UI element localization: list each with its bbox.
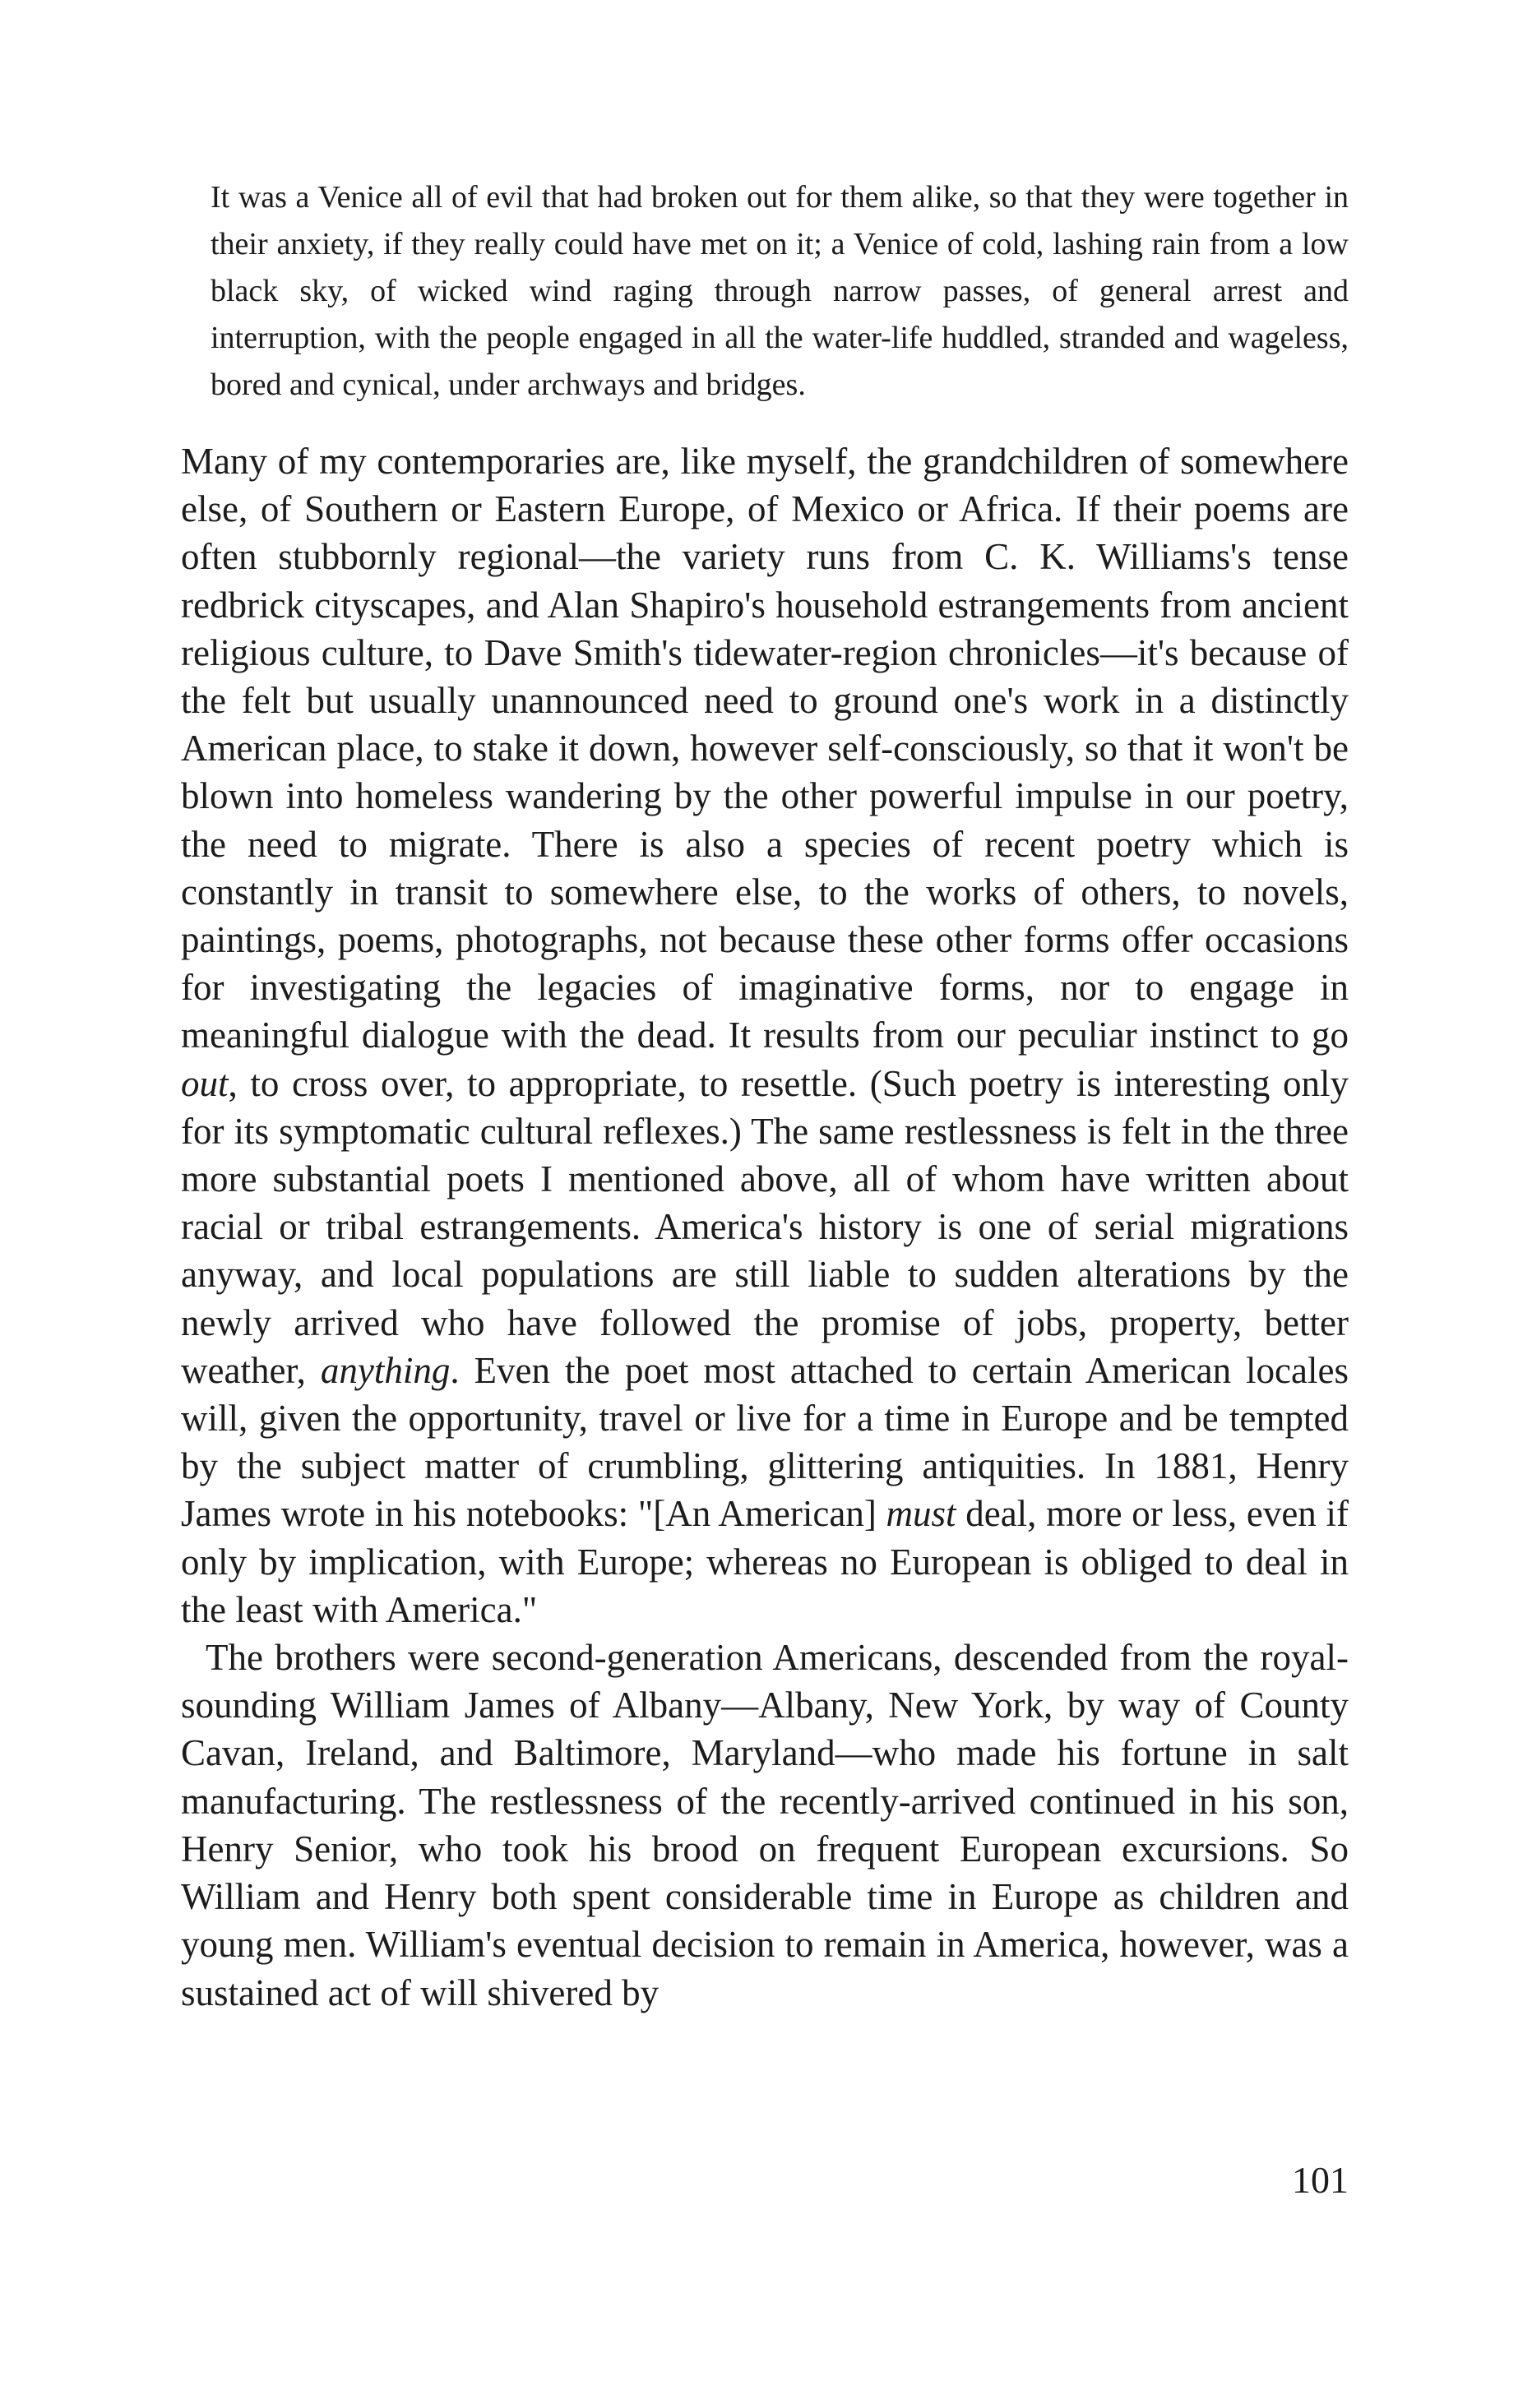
page-number: 101: [1292, 2159, 1349, 2201]
paragraph-text: . Even the poet most attached to certain American locales will, given the opportunity, travel or live for a time in Europe and be tempted by the subject matter of crumbling, glittering antiquities. In 1881, Henry James wrote in his notebooks: "[An American]: [181, 1349, 1349, 1535]
paragraph-contemporaries: [181, 437, 1349, 1634]
body-text: [181, 437, 1349, 2017]
paragraph-text: , to cross over, to appropriate, to resettle. (Such poetry is interesting only for its symptomatic cultural reflexes.) The same restlessness is felt in the three more substantial poets I mentioned above, all of whom have written about racial or tribal estrangements. America's history is one of serial migrations anyway, and local populations are still liable to sudden alterations by the newly arrived who have followed the promise of jobs, property, better weather,: [181, 1062, 1349, 1391]
paragraph-text: deal, more or less, even if only by implication, with Europe; whereas no European is obliged to deal in the least with America.": [181, 1493, 1349, 1630]
epigraph-quote: It was a Venice all of evil that had broken out for them alike, so that they were together in their anxiety, if they really could have met on it; a Venice of cold, lashing rain from a low black sky, of wicked wind raging through narrow passes, of general arrest and interruption, with the people engaged in all the water-life huddled, stranded and wageless, bored and cynical, under archways and bridges.: [211, 180, 1349, 402]
emphasis-anything: anything: [320, 1349, 451, 1391]
paragraph-text: Many of my contemporaries are, like myself, the grandchildren of somewhere else, of Southern or Eastern Europe, of Mexico or Africa. If their poems are often stubbornly regional—the variety runs from C. K. Williams's tense redbrick cityscapes, and Alan Shapiro's household estrangements from ancient religious culture, to Dave Smith's tidewater-region chronicles—it's because of the felt but usually unannounced need to ground one's work in a distinctly American place, to stake it down, however self-consciously, so that it won't be blown into homeless wandering by the other powerful impulse in our poetry, the need to migrate. There is also a species of recent poetry which is constantly in transit to somewhere else, to the works of others, to novels, paintings, poems, photographs, not because these other forms offer occasions for investigating the legacies of imaginative forms, nor to engage in meaningful dialogue with the dead. It results from our peculiar instinct to go: [181, 441, 1349, 1056]
emphasis-out: out: [181, 1062, 229, 1104]
emphasis-must: must: [886, 1493, 956, 1535]
paragraph-brothers: The brothers were second-generation Americans, descended from the royal-sounding William James of Albany—Albany, New York, by way of County Cavan, Ireland, and Baltimore, Maryland—who made his fortune in salt manufacturing. The restlessness of the recently-arrived continued in his son, Henry Senior, who took his brood on frequent European excursions. So William and Henry both spent considerable time in Europe as children and young men. William's eventual decision to remain in America, however, was a sustained act of will shivered by: [181, 1637, 1349, 2013]
